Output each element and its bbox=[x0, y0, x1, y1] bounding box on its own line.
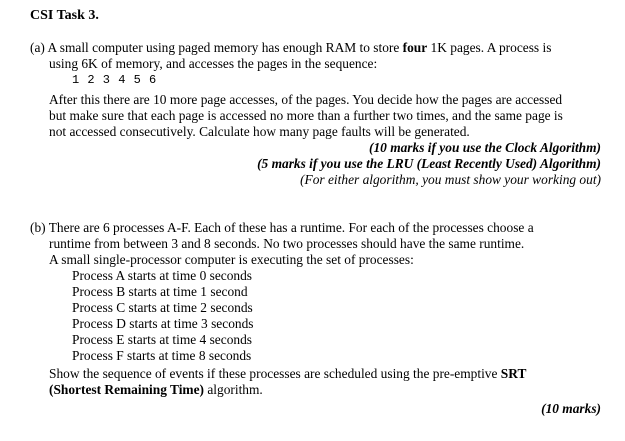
part-b-text-4-pre: Show the sequence of events if these processes are scheduled using the pre-emptive bbox=[49, 366, 501, 381]
process-item: Process A starts at time 0 seconds bbox=[72, 268, 253, 283]
part-b-line-5 bbox=[49, 382, 263, 398]
process-item: Process C starts at time 2 seconds bbox=[72, 300, 253, 315]
part-b-line-1 bbox=[30, 220, 534, 236]
part-a-line-2: using 6K of memory, and accesses the pages in the sequence: bbox=[49, 56, 378, 71]
page-sequence: 1 2 3 4 5 6 bbox=[72, 73, 157, 87]
part-a-text-1-bold: four bbox=[402, 40, 428, 55]
part-b-line-3: A small single-processor computer is executing the set of processes: bbox=[49, 252, 414, 267]
process-item: Process B starts at time 1 second bbox=[72, 284, 248, 299]
part-a-text-1-pre: A small computer using paged memory has enough RAM to store bbox=[47, 40, 403, 55]
part-b-text-5-post: algorithm. bbox=[203, 382, 263, 397]
part-a-line-4: but make sure that each page is accessed no more than a further two times, and the same page is bbox=[49, 108, 563, 123]
part-b-text-5-bold: (Shortest Remaining Time) bbox=[49, 382, 204, 397]
part-a-label: (a) bbox=[30, 40, 45, 55]
process-item: Process E starts at time 4 seconds bbox=[72, 332, 252, 347]
part-a-text-1-post: 1K pages. A process is bbox=[427, 40, 552, 55]
marks-clock: (10 marks if you use the Clock Algorithm) bbox=[369, 140, 601, 155]
process-item: Process D starts at time 3 seconds bbox=[72, 316, 254, 331]
part-a-line-3: After this there are 10 more page accesses, of the pages. You decide how the pages are accessed bbox=[49, 92, 563, 107]
part-b-text-4-bold: SRT bbox=[500, 366, 527, 381]
marks-part-b: (10 marks) bbox=[541, 401, 601, 416]
process-item: Process F starts at time 8 seconds bbox=[72, 348, 252, 363]
marks-lru: (5 marks if you use the LRU (Least Recently Used) Algorithm) bbox=[257, 156, 601, 171]
part-a-line-1 bbox=[30, 40, 551, 56]
part-b-label: (b) bbox=[30, 220, 46, 235]
part-b-line-2: runtime from between 3 and 8 seconds. No two processes should have the same runtime. bbox=[49, 236, 525, 251]
part-b-line-4 bbox=[49, 366, 526, 382]
marks-working-out: (For either algorithm, you must show your working out) bbox=[300, 172, 601, 187]
task-title: CSI Task 3. bbox=[30, 8, 99, 23]
part-a-line-5: not accessed consecutively. Calculate how many page faults will be generated. bbox=[49, 124, 470, 139]
part-b-text-1: There are 6 processes A-F. Each of these has a runtime. For each of the processes choose a bbox=[48, 220, 534, 235]
